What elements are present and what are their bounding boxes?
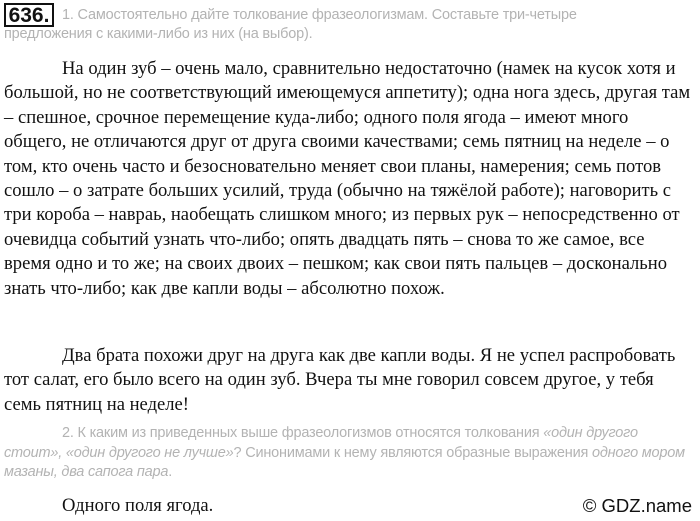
task2-part4: . [168, 464, 173, 480]
main-line-2: хотя и большой, но не соответствующий имеющемуся аппетиту); одна нога [4, 58, 676, 104]
example-line-2: распробовать тот салат, его было всего на один зуб. Вчера ты мне говорил [4, 345, 676, 391]
task2-italic1: «один [543, 425, 583, 441]
task2-part3: выражения [513, 444, 592, 461]
main-line-5: качествами; семь пятниц на неделе – о том, кто очень часто и [4, 131, 670, 177]
watermark: © GDZ.name [582, 495, 692, 516]
main-line-11: свои пять пальцев – досконально знать что-либо; как две капли воды – [4, 253, 668, 299]
task-instruction-line1: 1. Самостоятельно дайте толкование фразеологизмам. Составьте три-четыре [62, 7, 577, 23]
main-text [4, 57, 694, 301]
task-instruction-line2: предложения с какими-либо из них (на выбор). [4, 26, 313, 42]
main-line-8: короба – навраь, наобещать слишком много; из первых рук – [36, 204, 518, 226]
examples-paragraph [4, 344, 694, 417]
main-line-7: затрате больших усилий, труда (обычно на тяжёлой работе); наговорить с три [4, 180, 671, 226]
task-number-badge: 636. [4, 3, 54, 27]
task2-italic2: одного мором мазаны, два сапога пара [4, 444, 685, 480]
main-line-6: безосновательно меняет свои планы, намерения; семь потов сошло – о [4, 155, 662, 202]
main-paragraph [4, 57, 694, 301]
task2-part1: 2. К каким из приведенных выше фразеологизмов относятся толкования [62, 425, 544, 441]
task2-paragraph [4, 424, 694, 483]
main-line-4: ягода – имеют много общего, не отличаются друг от друга своими [4, 106, 629, 153]
task2-italic-line2: другого стоит», «один другого не лучше» [4, 425, 638, 461]
main-line-12: абсолютно похож. [301, 277, 445, 299]
answer-text: Одного поля ягода. [62, 495, 214, 516]
main-line-10: – снова то же самое, все время одно и то же; на своих двоих – пешком; как [4, 228, 645, 275]
main-line-9: непосредственно от очевидца событий узнать что-либо; опять двадцать пять [4, 204, 680, 250]
example-line-3: совсем другое, у тебя семь пятниц на неделе! [4, 369, 654, 415]
task2-instruction [4, 424, 694, 483]
main-line-1: На один зуб – очень мало, сравнительно недостаточно (намек на кусок [62, 58, 623, 79]
main-line-3: здесь, другая там – спешное, срочное перемещение куда-либо; одного поля [4, 82, 691, 128]
example-line-1: Два брата похожи друг на друга как две капли воды. Я не успел [62, 345, 565, 366]
example-sentences [4, 344, 694, 417]
task2-part2: ? Синонимами к нему являются образные [233, 444, 511, 461]
